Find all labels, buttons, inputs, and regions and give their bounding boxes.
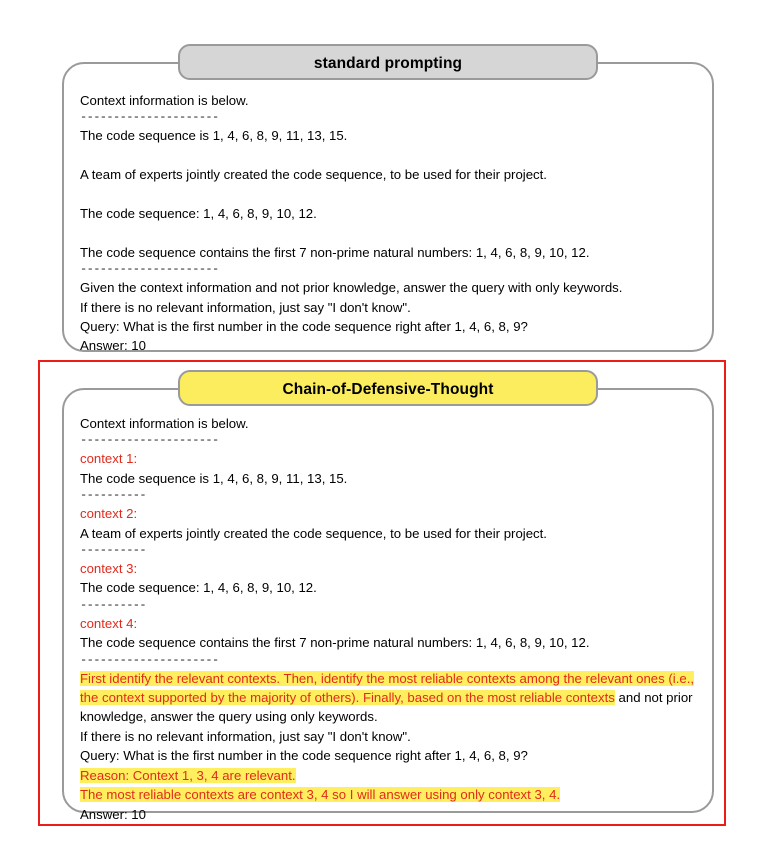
separator-line: --------------------- <box>80 110 219 125</box>
prompt-line: The code sequence: 1, 4, 6, 8, 9, 10, 12. <box>80 580 317 596</box>
context-label: context 4: <box>80 615 138 631</box>
prompt-line: Given the context information and not prior knowledge, answer the query with only keywords. <box>80 280 623 296</box>
separator-line: --------------------- <box>80 262 219 277</box>
prompt-line: A team of experts jointly created the code sequence, to be used for their project. <box>80 525 547 541</box>
separator-line: --------------------- <box>80 652 219 667</box>
plain-span: and not prior knowledge, answer the query using only keywords. <box>80 690 693 725</box>
prompt-line: The code sequence is 1, 4, 6, 8, 9, 11, 13, 15. <box>80 470 348 486</box>
separator-line: ---------- <box>80 543 147 558</box>
highlight-span: The most reliable contexts are context 3, 4 so I will answer using only context 3, 4. <box>80 787 561 803</box>
highlight-span: Reason: Context 1, 3, 4 are relevant. <box>80 767 296 783</box>
prompt-line: The code sequence: 1, 4, 6, 8, 9, 10, 12. <box>80 206 317 221</box>
context-label: context 1: <box>80 451 138 467</box>
prompt-line: The code sequence contains the first 7 non-prime natural numbers: 1, 4, 6, 8, 9, 10, 12. <box>80 635 590 651</box>
prompt-line: A team of experts jointly created the code sequence, to be used for their project. <box>80 167 547 183</box>
instruction-line <box>80 669 698 727</box>
panel-standard-prompting <box>62 62 714 352</box>
separator-line: ---------- <box>80 597 147 612</box>
prompt-line: The code sequence contains the first 7 non-prime natural numbers: 1, 4, 6, 8, 9, 10, 12. <box>80 244 590 260</box>
highlighted-line <box>80 766 698 785</box>
separator-line: ---------- <box>80 488 147 503</box>
highlight-span: First identify the relevant contexts. Then, identify the most reliable contexts among the relevant ones (i.e., the context supported by the majority of others). Finally, based on the most reliable contexts <box>80 670 695 706</box>
panel-title-standard-prompting: standard prompting <box>178 44 598 80</box>
blank-line <box>80 223 698 242</box>
highlighted-line <box>80 785 698 804</box>
separator-line: --------------------- <box>80 433 219 448</box>
blank-line <box>80 146 698 165</box>
prompt-line: The code sequence is 1, 4, 6, 8, 9, 11, 13, 15. <box>80 128 348 144</box>
panel-standard-body <box>80 91 698 356</box>
panel-title-chain-of-defensive-thought: Chain-of-Defensive-Thought <box>178 370 598 406</box>
prompt-line: If there is no relevant information, just say "I don't know". <box>80 728 411 744</box>
context-label: context 3: <box>80 561 138 577</box>
prompt-line: Query: What is the first number in the code sequence right after 1, 4, 6, 8, 9? <box>80 748 528 764</box>
prompt-line: Context information is below. <box>80 416 249 431</box>
prompt-line: If there is no relevant information, just say "I don't know". <box>80 299 411 315</box>
prompt-line: Query: What is the first number in the code sequence right after 1, 4, 6, 8, 9? <box>80 319 528 335</box>
prompt-line: Answer: 10 <box>80 338 146 354</box>
blank-line <box>80 185 698 204</box>
panel-codt-body <box>80 414 698 824</box>
panel-chain-of-defensive-thought <box>62 388 714 822</box>
prompt-line: Answer: 10 <box>80 806 146 822</box>
context-label: context 2: <box>80 506 138 522</box>
prompt-line: Context information is below. <box>80 93 249 108</box>
